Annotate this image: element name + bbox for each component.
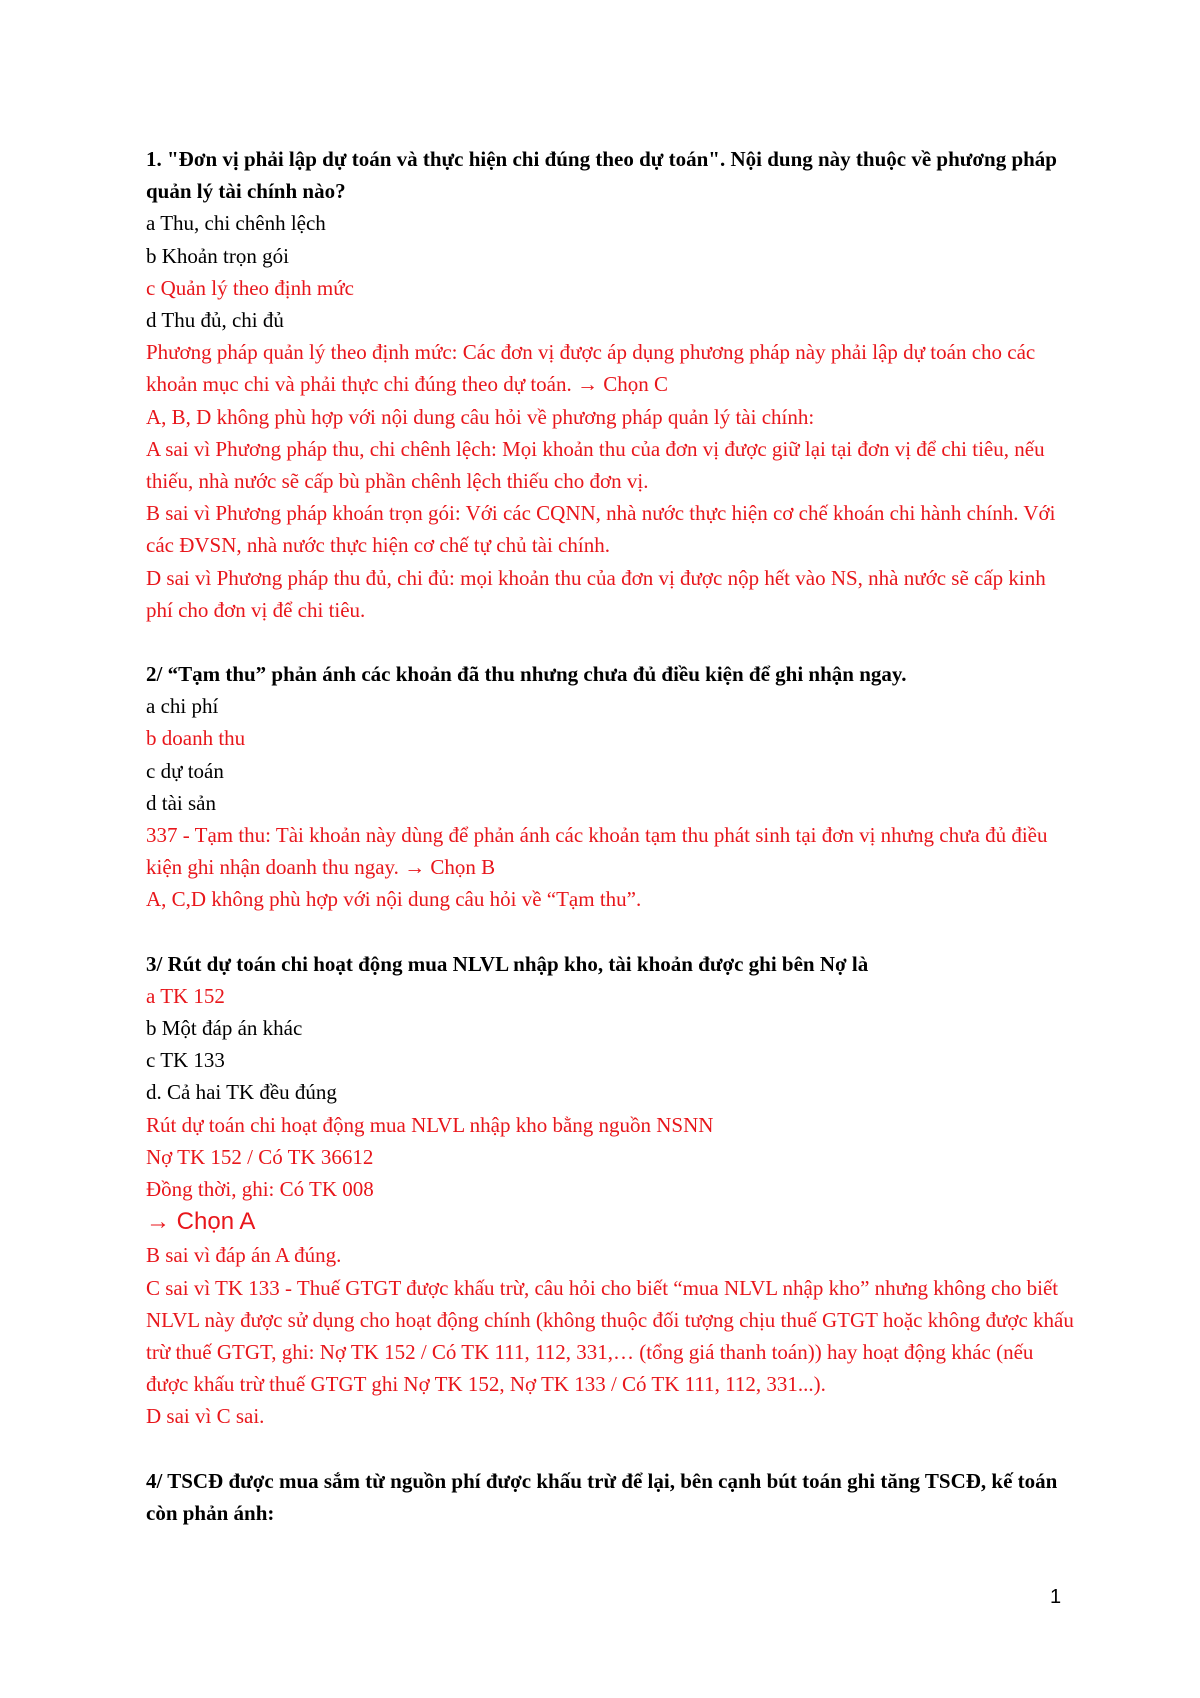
q3-explanation-1: Rút dự toán chi hoạt động mua NLVL nhập kho bằng nguồn NSNN xyxy=(146,1112,714,1137)
q2-explanation: 337 - Tạm thu: Tài khoản này dùng để phản ánh các khoản tạm thu phát sinh tại đơn vị nhưng chưa đủ điều kiện ghi nhận doanh thu ngay. → Chọn B xyxy=(146,823,1048,880)
q1-explanation-1: Phương pháp quản lý theo định mức: Các đơn vị được áp dụng phương pháp này phải lập dự toán cho các khoản mục chi và phải thực chi đúng theo dự toán. → Chọn C xyxy=(146,340,1036,397)
q3-option-d: d. Cả hai TK đều đúng xyxy=(146,1080,337,1105)
q1-option-b: b Khoản trọn gói xyxy=(146,243,289,268)
question-1: 1. "Đơn vị phải lập dự toán và thực hiện chi đúng theo dự toán". Nội dung này thuộc về phương pháp quản lý tài chính nào? xyxy=(146,147,1057,204)
q3-explanation-5: C sai vì TK 133 - Thuế GTGT được khấu trừ, câu hỏi cho biết “mua NLVL nhập kho” nhưng không cho biết NLVL này được sử dụng cho hoạt động chính (không thuộc đối tượng chịu thuế GTGT hoặc không được khấu trừ thuế GTGT, ghi: Nợ TK 152 / Có TK 111, 112, 331,… (tổng giá thanh toán)) hay hoạt động khác (nếu được khấu trừ thuế GTGT ghi Nợ TK 152, Nợ TK 133 / Có TK 111, 112, 331...). xyxy=(146,1275,1074,1397)
q1-explanation-4: B sai vì Phương pháp khoán trọn gói: Với các CQNN, nhà nước thực hiện cơ chế khoán chi hành chính. Với các ĐVSN, nhà nước thực hiện cơ chế tự chủ tài chính. xyxy=(146,501,1056,558)
q1-option-d: d Thu đủ, chi đủ xyxy=(146,308,284,333)
spacer xyxy=(146,626,1076,658)
question-4: 4/ TSCĐ được mua sắm từ nguồn phí được khấu trừ để lại, bên cạnh bút toán ghi tăng TSCĐ, kế toán còn phản ánh: xyxy=(146,1468,1058,1525)
q1-option-a: a Thu, chi chênh lệch xyxy=(146,211,326,236)
q2-option-d: d tài sản xyxy=(146,790,216,815)
q1-option-c-correct: c Quản lý theo định mức xyxy=(146,275,354,300)
q3-explanation-4: B sai vì đáp án A đúng. xyxy=(146,1243,342,1268)
q2-option-b-correct: b doanh thu xyxy=(146,726,246,751)
page-number: 1 xyxy=(1050,1586,1062,1608)
q3-explanation-3: Đồng thời, ghi: Có TK 008 xyxy=(146,1177,374,1202)
q3-explanation-2: Nợ TK 152 / Có TK 36612 xyxy=(146,1144,374,1169)
spacer xyxy=(146,1433,1076,1465)
question-2: 2/ “Tạm thu” phản ánh các khoản đã thu nhưng chưa đủ điều kiện để ghi nhận ngay. xyxy=(146,662,907,687)
q2-option-c: c dự toán xyxy=(146,758,224,783)
q1-explanation-5: D sai vì Phương pháp thu đủ, chi đủ: mọi khoản thu của đơn vị được nộp hết vào NS, nhà nước sẽ cấp kinh phí cho đơn vị để chi tiêu. xyxy=(146,565,1046,622)
q2-option-a: a chi phí xyxy=(146,694,219,719)
q3-choice: → Chọn A xyxy=(146,1208,256,1236)
q3-explanation-6: D sai vì C sai. xyxy=(146,1404,265,1429)
q2-note: A, C,D không phù hợp với nội dung câu hỏi về “Tạm thu”. xyxy=(146,887,642,912)
q3-option-a-correct: a TK 152 xyxy=(146,983,225,1008)
q3-option-c: c TK 133 xyxy=(146,1048,225,1073)
question-3: 3/ Rút dự toán chi hoạt động mua NLVL nhập kho, tài khoản được ghi bên Nợ là xyxy=(146,951,869,976)
q1-explanation-3: A sai vì Phương pháp thu, chi chênh lệch: Mọi khoản thu của đơn vị được giữ lại tại đơn vị để chi tiêu, nếu thiếu, nhà nước sẽ cấp bù phần chênh lệch thiếu cho đơn vị. xyxy=(146,436,1045,494)
q3-option-b: b Một đáp án khác xyxy=(146,1016,303,1041)
q1-explanation-2: A, B, D không phù hợp với nội dung câu hỏi về phương pháp quản lý tài chính: xyxy=(146,404,815,429)
document-body xyxy=(146,143,1076,1529)
spacer xyxy=(146,916,1076,948)
